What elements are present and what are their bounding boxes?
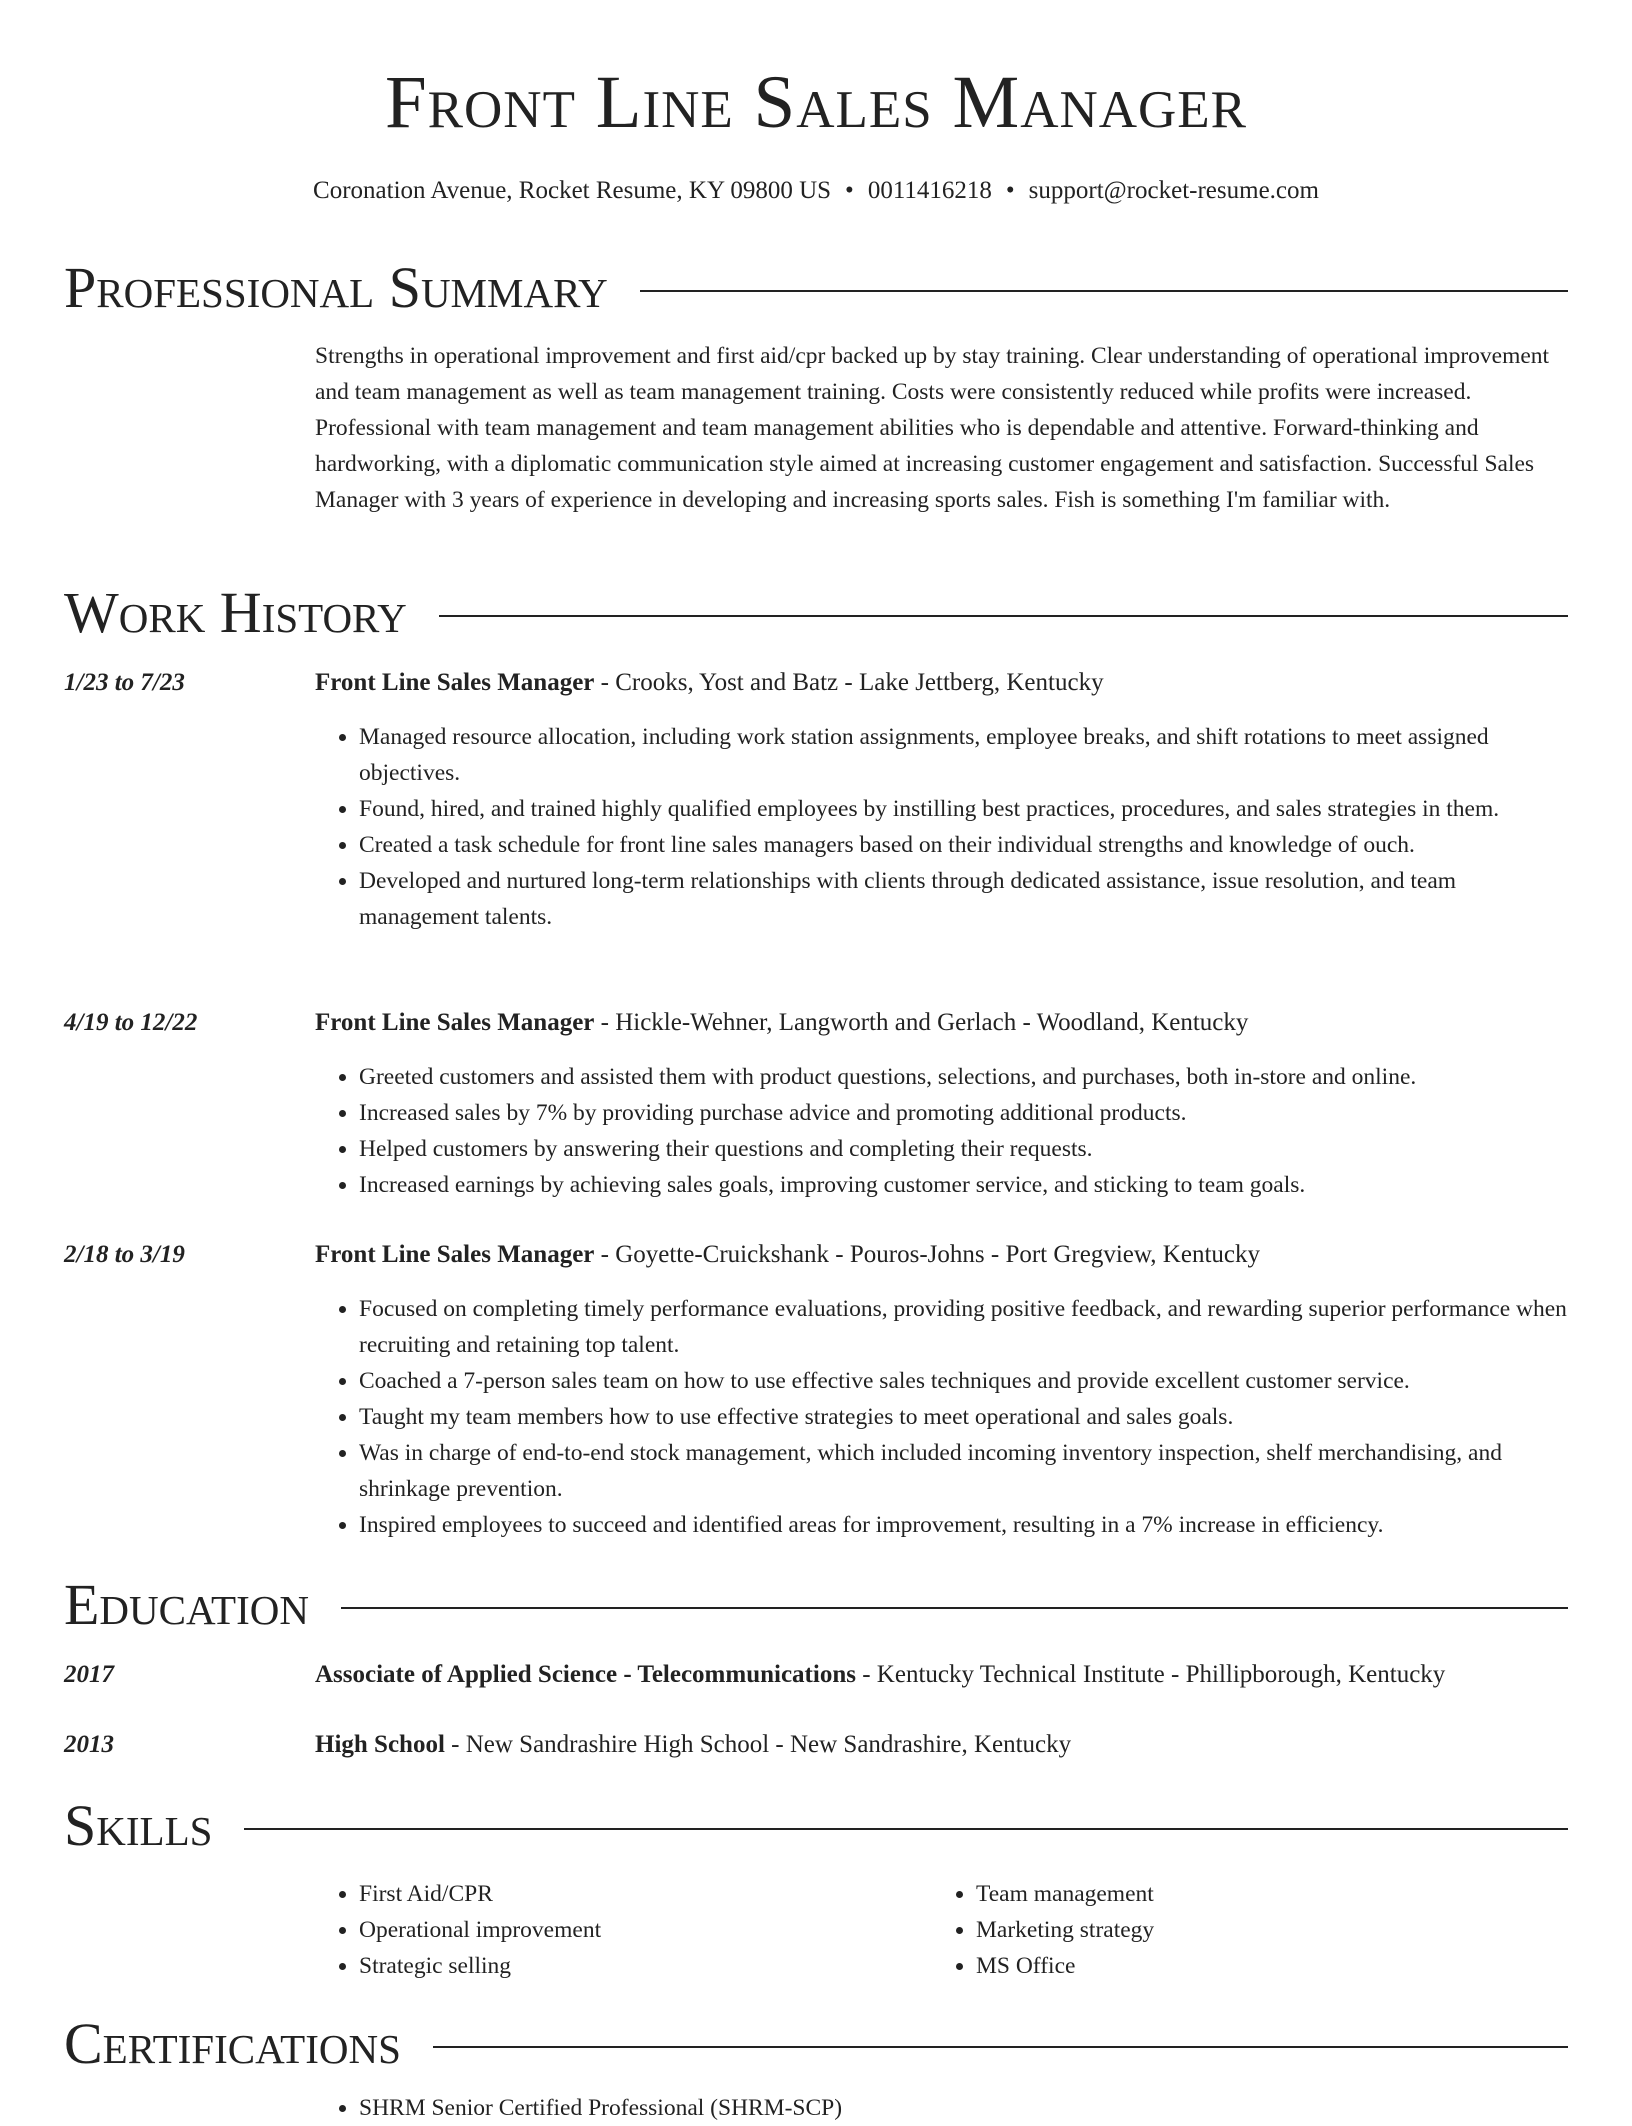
section-header-summary: [64, 253, 1568, 323]
section-title: Work History: [64, 580, 407, 645]
job-title: Front Line Sales Manager: [315, 1241, 595, 1268]
education-heading: [315, 1657, 1445, 1693]
contact-separator: •: [845, 177, 854, 204]
skill-item: • Operational improvement: [359, 1912, 919, 1948]
list-item: • Helped customers by answering their questions and completing their requests.: [359, 1131, 1568, 1167]
job-bullets: [315, 1291, 1568, 1543]
job-title: Front Line Sales Manager: [315, 1009, 595, 1036]
skill-item: • First Aid/CPR: [359, 1876, 919, 1912]
section-title: Professional Summary: [64, 255, 608, 320]
education-details: - New Sandrashire High School - New Sandrashire, Kentucky: [444, 1731, 1072, 1758]
job-dates: 1/23 to 7/23: [64, 669, 185, 696]
summary-text: Strengths in operational improvement and first aid/cpr backed up by stay training. Clear understanding of operational improvement and team management as well as team management training. Costs were consistently reduced while profits were increased. Professional with team management and team management abilities who is dependable and attentive. Forward-thinking and hardworking, with a diplomatic communication style aimed at increasing customer engagement and satisfaction. Successful Sales Manager with 3 years of experience in developing and increasing sports sales. Fish is something I'm familiar with.: [315, 343, 1550, 513]
job-dates: 4/19 to 12/22: [64, 1009, 198, 1036]
section-divider: [433, 2046, 1568, 2048]
list-item: • Found, hired, and trained highly qualified employees by instilling best practices, procedures, and sales strategies in them.: [359, 791, 1568, 827]
job-details: - Hickle-Wehner, Langworth and Gerlach - Woodland, Kentucky: [594, 1009, 1249, 1036]
skills-list-left: [315, 1876, 919, 1984]
list-item: • Increased sales by 7% by providing purchase advice and promoting additional products.: [359, 1095, 1568, 1131]
job-heading: [315, 1005, 1248, 1041]
contact-email: support@rocket-resume.com: [1028, 177, 1319, 204]
list-item: • Created a task schedule for front line sales managers based on their individual strengths and knowledge of ouch.: [359, 827, 1568, 863]
job-heading: [315, 1237, 1260, 1273]
list-item: • Was in charge of end-to-end stock management, which included incoming inventory inspection, shelf merchandising, and shrinkage prevention.: [359, 1435, 1568, 1507]
education-degree: High School: [315, 1731, 445, 1758]
contact-address: Coronation Avenue, Rocket Resume, KY 09800 US: [313, 177, 832, 204]
education-year: 2013: [64, 1731, 114, 1758]
list-item: • Taught my team members how to use effective strategies to meet operational and sales goals.: [359, 1399, 1568, 1435]
list-item: • Inspired employees to succeed and identified areas for improvement, resulting in a 7% increase in efficiency.: [359, 1507, 1568, 1543]
contact-line: [0, 174, 1632, 208]
section-header-certifications: [64, 2009, 1568, 2079]
skill-item: • Strategic selling: [359, 1948, 919, 1984]
job-heading: [315, 665, 1104, 701]
certifications-list: [315, 2090, 1609, 2126]
contact-phone: 0011416218: [867, 177, 992, 204]
skill-item: • Team management: [976, 1876, 1536, 1912]
section-header-skills: [64, 1791, 1568, 1861]
list-item: • Greeted customers and assisted them with product questions, selections, and purchases, both in-store and online.: [359, 1059, 1568, 1095]
job-bullets: [315, 1059, 1568, 1203]
education-year: 2017: [64, 1661, 114, 1688]
section-divider: [640, 290, 1568, 292]
section-header-education: [64, 1570, 1568, 1640]
education-details: - Kentucky Technical Institute - Phillipborough, Kentucky: [855, 1661, 1446, 1688]
list-item: • Developed and nurtured long-term relationships with clients through dedicated assistance, issue resolution, and team management talents.: [359, 863, 1568, 935]
candidate-name: Front Line Sales Manager: [384, 61, 1248, 144]
skills-list-right: [932, 1876, 1536, 1984]
section-title: Skills: [64, 1793, 213, 1858]
education-heading: [315, 1727, 1071, 1763]
section-divider: [439, 615, 1568, 617]
skill-item: • MS Office: [976, 1948, 1536, 1984]
section-title: Certifications: [64, 2011, 401, 2076]
job-details: - Crooks, Yost and Batz - Lake Jettberg, Kentucky: [594, 669, 1104, 696]
certification-item: • SHRM Senior Certified Professional (SHRM-SCP): [359, 2090, 1609, 2126]
job-details: - Goyette-Cruickshank - Pouros-Johns - Port Gregview, Kentucky: [594, 1241, 1261, 1268]
section-header-work-history: [64, 578, 1568, 648]
job-title: Front Line Sales Manager: [315, 669, 595, 696]
job-dates: 2/18 to 3/19: [64, 1241, 185, 1268]
education-degree: Associate of Applied Science - Telecommunications: [315, 1661, 856, 1688]
skill-item: • Marketing strategy: [976, 1912, 1536, 1948]
section-title: Education: [64, 1572, 309, 1637]
list-item: • Increased earnings by achieving sales goals, improving customer service, and sticking to team goals.: [359, 1167, 1568, 1203]
section-divider: [244, 1828, 1568, 1830]
list-item: • Managed resource allocation, including work station assignments, employee breaks, and shift rotations to meet assigned objectives.: [359, 719, 1568, 791]
contact-separator: •: [1005, 177, 1015, 204]
job-bullets: [315, 719, 1568, 935]
list-item: • Coached a 7-person sales team on how to use effective sales techniques and provide excellent customer service.: [359, 1363, 1568, 1399]
list-item: • Focused on completing timely performance evaluations, providing positive feedback, and rewarding superior performance when recruiting and retaining top talent.: [359, 1291, 1568, 1363]
section-divider: [341, 1607, 1568, 1609]
